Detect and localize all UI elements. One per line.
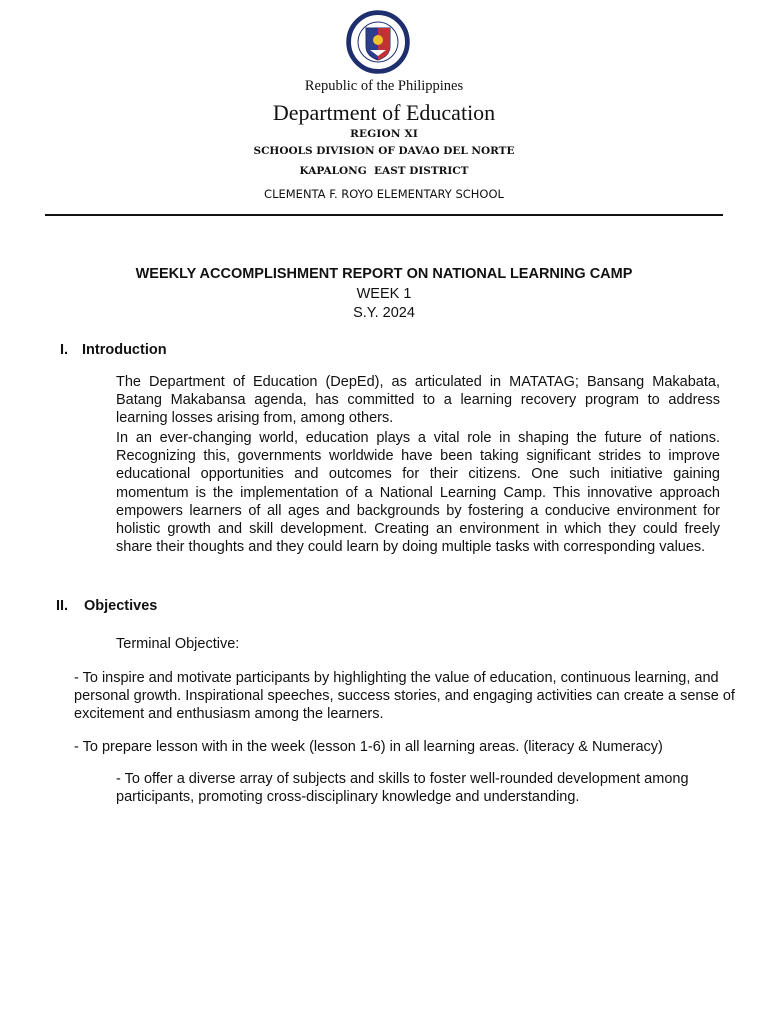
district-line: KAPALONG EAST DISTRICT <box>299 165 469 177</box>
report-school-year: S.Y. 2024 <box>353 305 415 321</box>
deped-seal-icon <box>346 10 410 74</box>
region-line: REGION XI <box>350 128 418 140</box>
section-heading-objectives <box>56 597 157 615</box>
section-number: I. <box>60 342 69 358</box>
objective-item: - To prepare lesson with in the week (lesson 1-6) in all learning areas. (literacy & Numeracy) <box>74 739 663 755</box>
terminal-objective-label: Terminal Objective: <box>116 636 240 652</box>
intro-paragraph: In an ever-changing world, education plays a vital role in shaping the future of nations. Recognizing this, governments worldwide have been taking significant strides to improve educational opportunities and outcomes for their citizens. One such initiative gaining momentum is the implementation of a National Learning Camp. This innovative approach empowers learners of all ages and backgrounds by fostering a conducive environment for holistic growth and skill development. Creating an environment in which they could freely share their thoughts and they could learn by doing multiple tasks with corresponding values. <box>116 430 720 556</box>
report-title: WEEKLY ACCOMPLISHMENT REPORT ON NATIONAL LEARNING CAMP <box>135 266 633 282</box>
objective-item: - To inspire and motivate participants by highlighting the value of education, continuous learning, and personal growth. Inspirational speeches, success stories, and engaging activities can create a sense of excitement and enthusiasm among the learners. <box>74 670 735 723</box>
section-number: II. <box>56 598 69 614</box>
letterhead-divider <box>45 214 723 216</box>
intro-paragraph: The Department of Education (DepEd), as articulated in MATATAG; Bansang Makabata, Batang Makabansa agenda, has committed to a learning recovery program to address learning losses arising from, among others. <box>116 374 720 427</box>
division-line: SCHOOLS DIVISION OF DAVAO DEL NORTE <box>253 145 515 157</box>
section-title: Introduction <box>82 342 167 358</box>
section-heading-introduction <box>60 341 167 359</box>
school-line: CLEMENTA F. ROYO ELEMENTARY SCHOOL <box>264 187 504 201</box>
section-title: Objectives <box>84 598 158 614</box>
department-line: Department of Education <box>272 100 496 125</box>
objective-item: - To offer a diverse array of subjects and skills to foster well-rounded development among participants, promoting cross-disciplinary knowledge and understanding. <box>116 771 689 806</box>
republic-line: Republic of the Philippines <box>304 78 464 94</box>
report-week: WEEK 1 <box>356 286 412 302</box>
